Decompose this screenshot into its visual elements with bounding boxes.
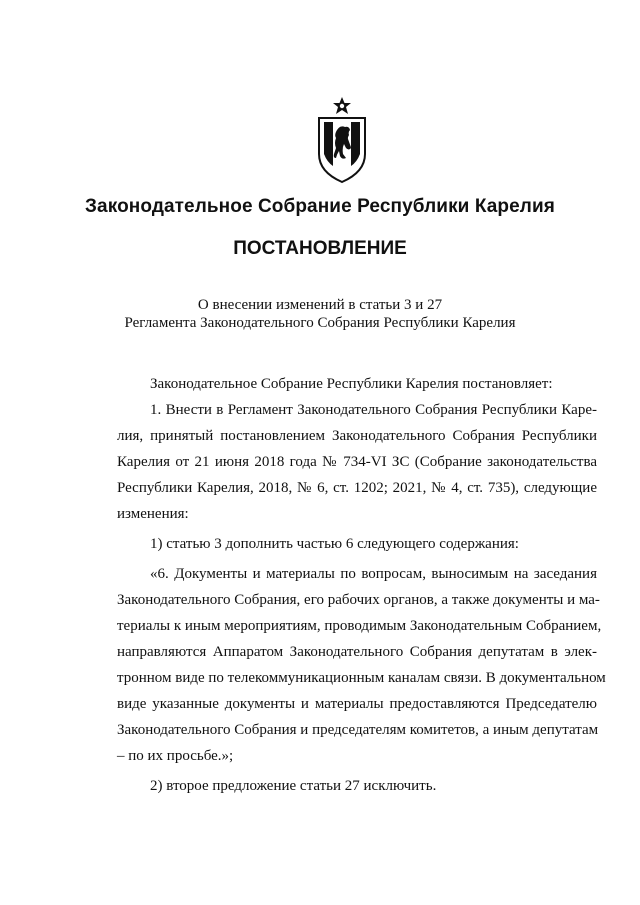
- preamble-paragraph: [117, 371, 597, 397]
- quote-line: виде указанные документы и материалы предоставляются Председателю: [117, 696, 597, 712]
- quote-line: териалы к иным мероприятиям, проводимым Законодательным Собранием,: [117, 618, 602, 634]
- subitem-2-text: 2) второе предложение статьи 27 исключить.: [150, 778, 437, 794]
- document-type-heading: ПОСТАНОВЛЕНИЕ: [233, 238, 407, 259]
- item-1-line: 1. Внести в Регламент Законодательного Собрания Республики Каре-: [150, 402, 597, 418]
- document-subject: [0, 296, 640, 332]
- quote-line: тронном виде по телекоммуникационным каналам связи. В документальном: [117, 670, 606, 686]
- subject-line-2: Регламента Законодательного Собрания Республики Карелия: [124, 315, 516, 331]
- document-body: [117, 371, 606, 799]
- quoted-amendment-paragraph: [117, 561, 606, 769]
- quote-line: «6. Документы и материалы по вопросам, выносимым на заседания: [150, 566, 597, 582]
- item-1-line: изменения:: [117, 506, 189, 522]
- item-1-line: Республики Карелия, 2018, № 6, ст. 1202; 2021, № 4, ст. 735), следующие: [117, 480, 597, 496]
- item-1-line: лия, принятый постановлением Законодательного Собрания Республики: [117, 428, 597, 444]
- preamble-text: Законодательное Собрание Республики Карелия постановляет:: [150, 376, 553, 392]
- subitem-2-paragraph: [117, 773, 597, 799]
- quote-line: – по их просьбе.»;: [117, 748, 234, 764]
- item-1-line: Карелия от 21 июня 2018 года № 734-VI ЗС (Собрание законодательства: [117, 454, 597, 470]
- subject-line-1: О внесении изменений в статьи 3 и 27: [197, 297, 443, 313]
- item-1-paragraph: [117, 397, 597, 527]
- organization-title: Законодательное Собрание Республики Карелия: [85, 196, 555, 217]
- karelia-coat-of-arms-icon: [311, 96, 373, 184]
- subitem-1-paragraph: [117, 531, 597, 557]
- quote-line: направляются Аппаратом Законодательного Собрания депутатам в элек-: [117, 644, 597, 660]
- subitem-1-text: 1) статью 3 дополнить частью 6 следующего содержания:: [150, 536, 519, 552]
- quote-line: Законодательного Собрания, его рабочих органов, а также документы и ма-: [117, 592, 600, 608]
- quote-line: Законодательного Собрания и председателям комитетов, а иным депутатам: [117, 722, 599, 738]
